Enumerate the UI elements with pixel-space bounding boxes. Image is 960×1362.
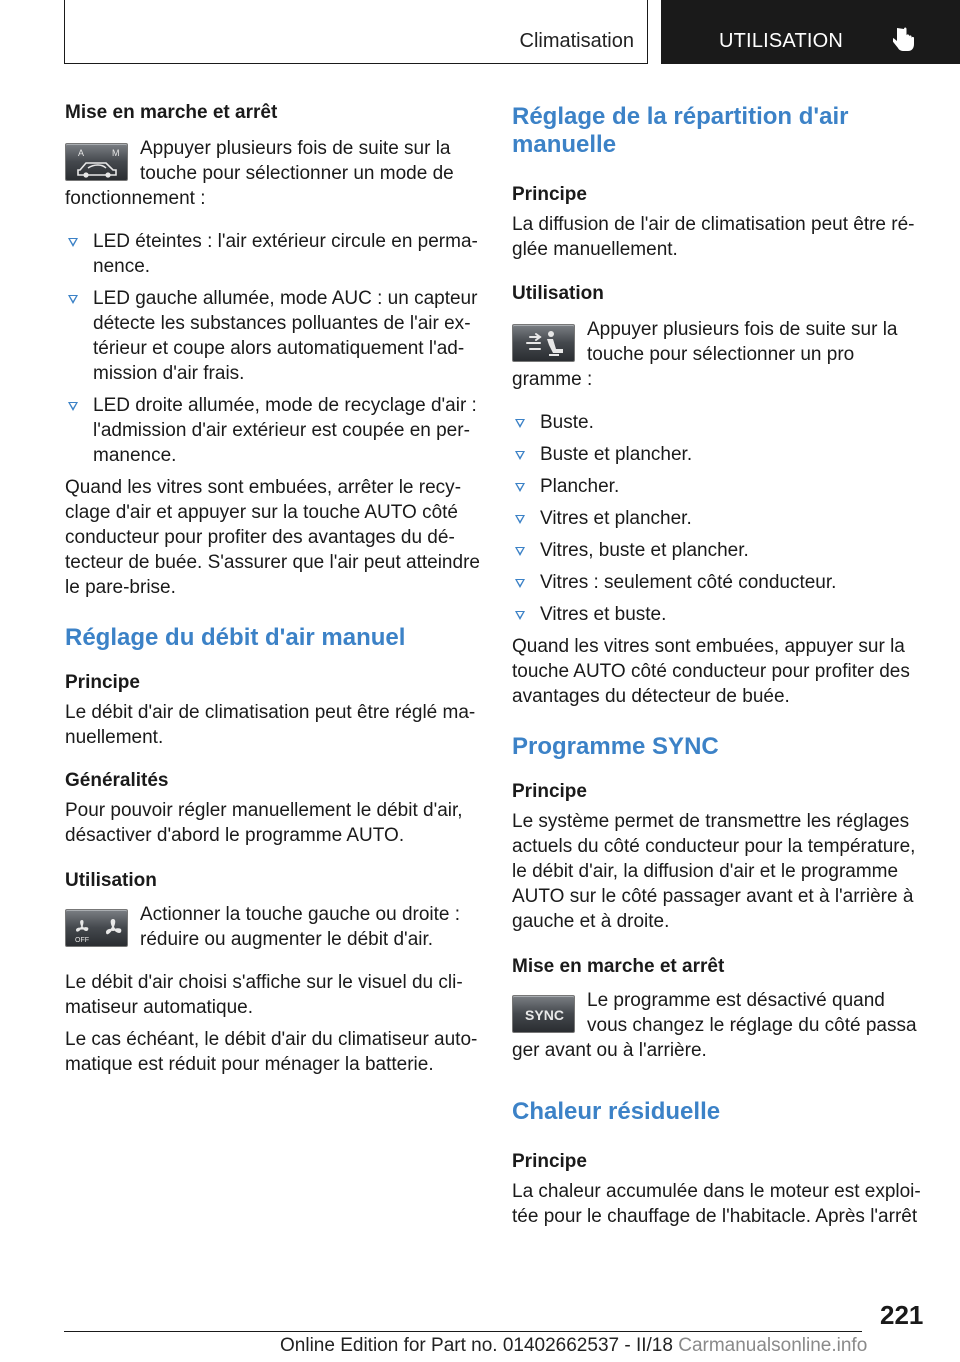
header-chapter-label: UTILISATION [719,30,844,52]
list-item: Buste. [512,410,924,435]
sync-button-image [512,995,575,1033]
list-item: Vitres, buste et plancher. [512,538,924,563]
list-item: Vitres et plancher. [512,506,924,531]
footer-watermark: Carmanualsonline.info [678,1335,868,1356]
mode-list [65,229,480,468]
display-text: Le débit d'air choisi s'affiche sur le visuel du climatiseur automatique. [65,972,463,1018]
triangle-bullet-icon [515,419,525,428]
list-item: LED droite allumée, mode de recyclage d'air : l'admission d'air extérieur est coupée en permanence. [65,393,480,468]
label-principe: Principe [512,184,587,205]
fan-button-row [65,902,480,952]
heading-mise-en-marche: Mise en marche et arrêt [65,102,278,123]
left-column [65,100,480,1077]
hand-pointer-icon [893,26,921,54]
header-section-title: Climatisation [519,30,634,52]
fog-instruction: Quand les vitres sont embuées, arrêter le recyclage d'air et appuyer sur la touche AUTO côté conducteur pour profiter des avantages du détecteur de buée. S'assurer que l'air peut atteindre le pare-brise. [65,477,480,598]
auc-instruction-tail: fonctionnement : [65,188,206,209]
recirculation-car-icon [66,144,129,182]
triangle-bullet-icon [515,611,525,620]
fan-button-image [65,909,128,947]
list-item: Plancher. [512,474,924,499]
fan-speed-icon [66,910,129,948]
svg-text:A: A [78,148,85,158]
page-number: 221 [880,1300,924,1330]
footer-divider [64,1331,862,1332]
list-item: Buste et plancher. [512,442,924,467]
air-distribution-icon [513,325,576,363]
fog-instruction: Quand les vitres sont embuées, appuyer sur la touche AUTO côté conducteur pour profiter des avantages du détecteur de buée. [512,636,910,707]
list-item: Vitres : seulement côté conducteur. [512,570,924,595]
triangle-bullet-icon [515,451,525,460]
label-principe: Principe [512,781,587,802]
fan-instruction: Actionner la touche gauche ou droite : réduire ou augmenter le débit d'air. [140,904,461,950]
list-item: LED éteintes : l'air extérieur circule en permanence. [65,229,480,279]
svg-text:OFF: OFF [75,937,89,944]
triangle-bullet-icon [515,579,525,588]
header-chapter-tab [661,0,960,64]
label-mise-en-marche: Mise en marche et arrêt [512,956,725,977]
section-heading-repartition: Réglage de la répartition d'air manuelle [512,103,849,158]
svg-text:M: M [112,148,120,158]
triangle-bullet-icon [68,295,78,304]
auc-button-image [65,143,128,181]
distribution-button-image [512,324,575,362]
svg-text:SYNC: SYNC [525,1007,564,1023]
principe-text: Le débit d'air de climatisation peut être réglé manuellement. [65,702,476,748]
sync-label-icon [513,996,576,1034]
triangle-bullet-icon [515,547,525,556]
sync-principe-text: Le système permet de transmettre les réglages actuels du côté conducteur pour la température, le débit d'air, la diffusion d'air et le programme AUTO sur le côté passager avant et à l'arrière à gauche et à droite. [512,811,916,932]
label-utilisation: Utilisation [512,283,604,304]
auc-instruction: Appuyer plusieurs fois de suite sur la touche pour sélectionner un mode de [140,138,454,184]
list-item: Vitres et buste. [512,602,924,627]
label-utilisation: Utilisation [65,870,157,891]
right-column [512,100,924,1229]
triangle-bullet-icon [515,483,525,492]
program-list [512,410,924,627]
residual-text: La chaleur accumulée dans le moteur est exploitée pour le chauffage de l'habitacle. Après l'arrêt [512,1181,921,1227]
section-heading-debit: Réglage du débit d'air manuel [65,624,406,651]
distribution-instruction-tail: gramme : [512,369,593,390]
footer-edition-line [280,1335,867,1357]
distribution-button-row [512,317,924,392]
label-generalites: Généralités [65,770,169,791]
sync-instruction: Le programme est désactivé quand vous changez le réglage du côté passa [587,990,917,1036]
triangle-bullet-icon [68,238,78,247]
footer-edition: Online Edition for Part no. 01402662537 - II/18 [280,1335,673,1356]
label-principe: Principe [512,1151,587,1172]
generalites-text: Pour pouvoir régler manuellement le débit d'air, désactiver d'abord le programme AUTO. [65,800,463,846]
auc-button-row [65,136,480,211]
distribution-instruction: Appuyer plusieurs fois de suite sur la touche pour sélectionner un pro [587,319,898,365]
list-item: LED gauche allumée, mode AUC : un capteur détecte les substances polluantes de l'air extérieur et coupe alors automatiquement l'admission d'air frais. [65,286,480,386]
section-heading-chaleur: Chaleur résiduelle [512,1098,721,1125]
sync-button-row [512,988,924,1063]
triangle-bullet-icon [68,402,78,411]
section-heading-sync: Programme SYNC [512,733,719,760]
triangle-bullet-icon [515,515,525,524]
label-principe: Principe [65,672,140,693]
battery-text: Le cas échéant, le débit d'air du climatiseur automatique est réduit pour ménager la batterie. [65,1029,478,1075]
sync-instruction-tail: ger avant ou à l'arrière. [512,1040,707,1061]
principe-text: La diffusion de l'air de climatisation peut être réglée manuellement. [512,214,915,260]
